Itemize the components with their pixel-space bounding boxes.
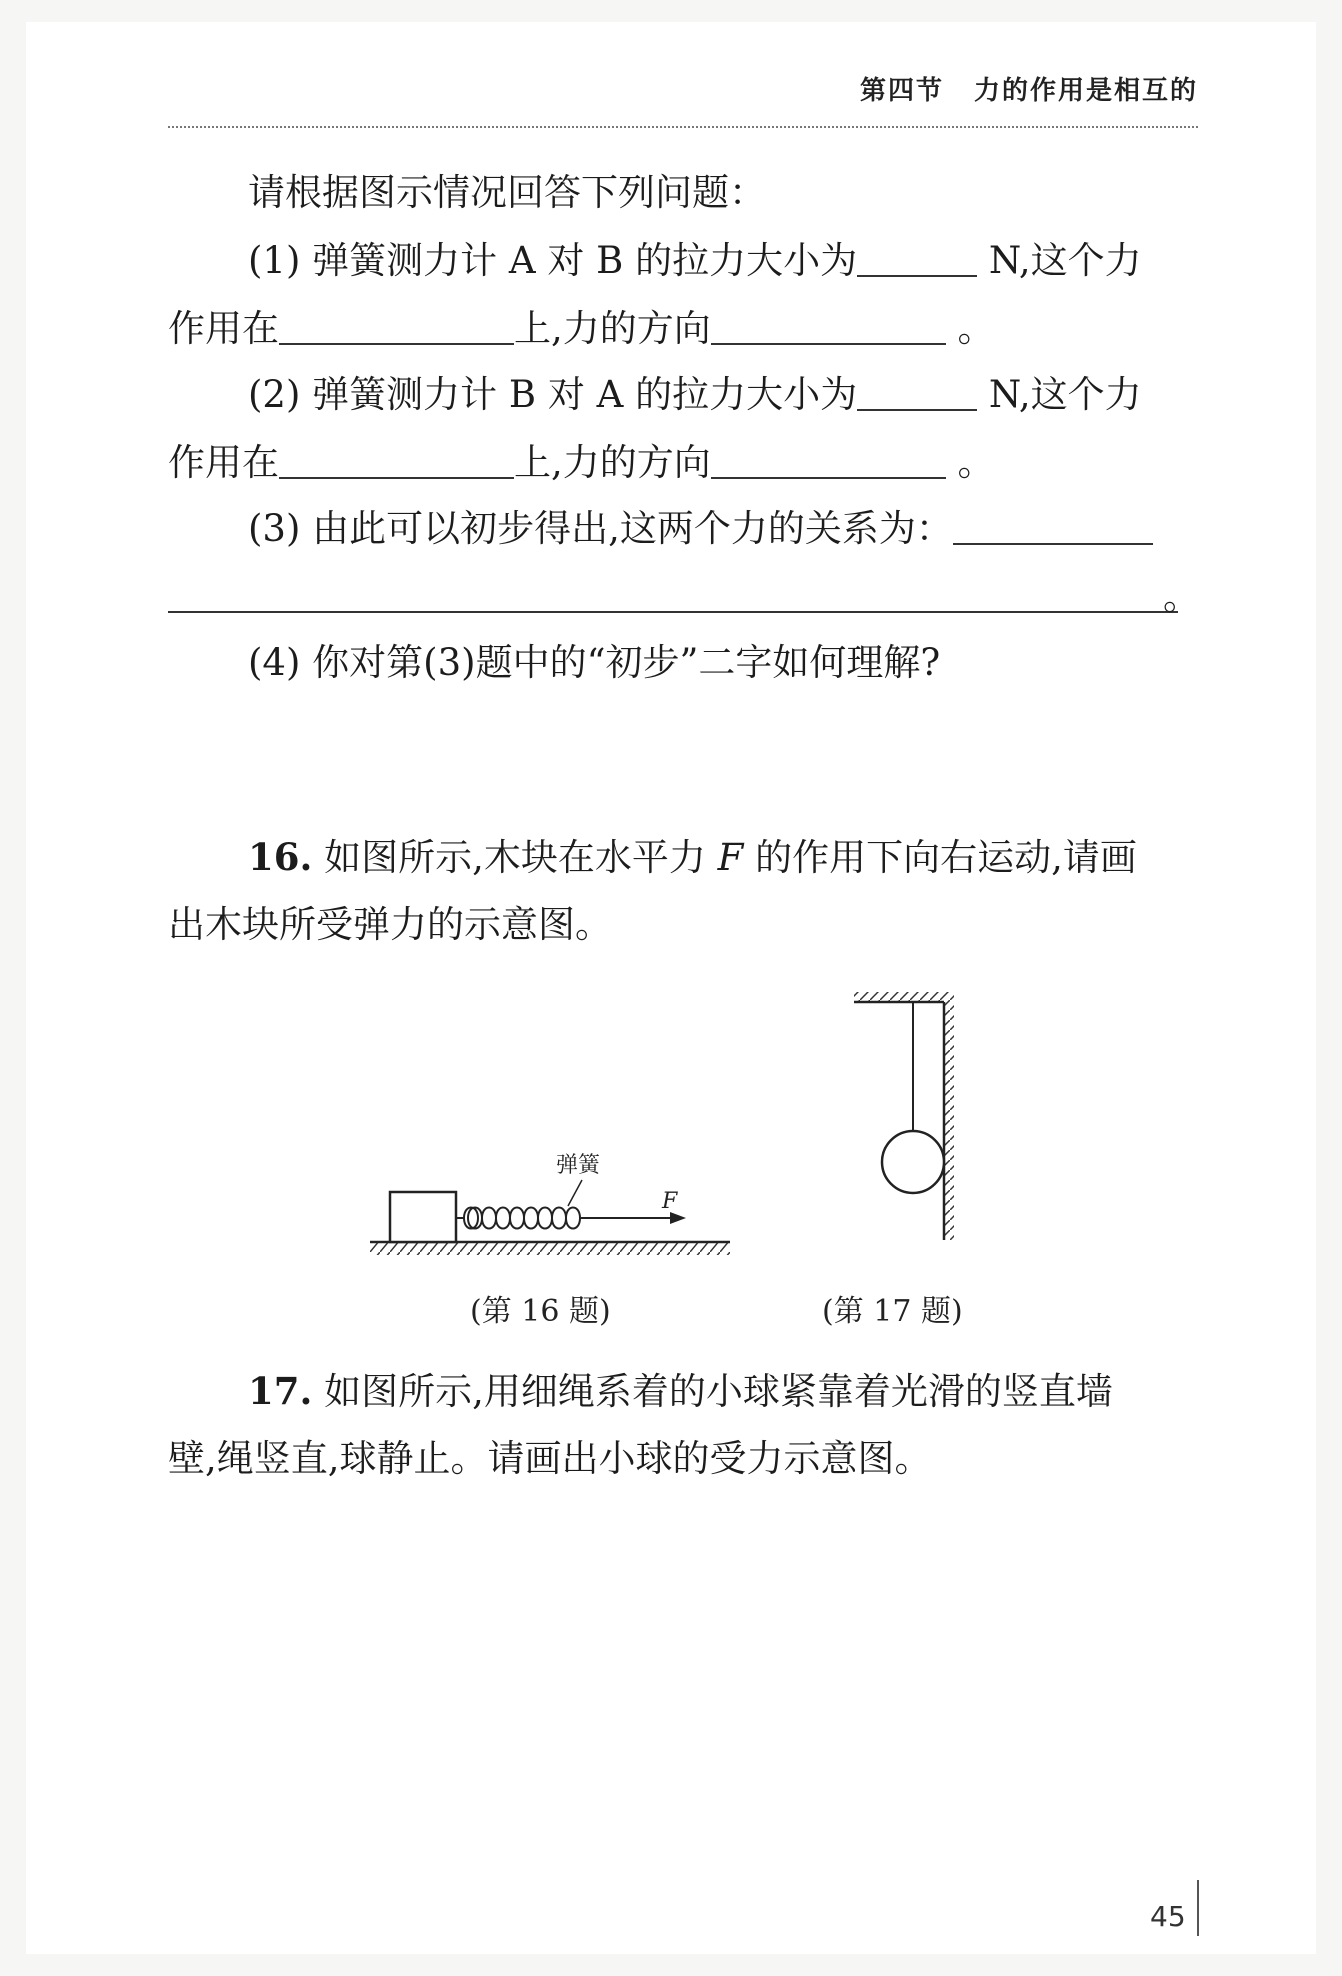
answer-blank-3-relation[interactable] xyxy=(953,507,1153,545)
answer-blank-2-direction[interactable] xyxy=(711,441,946,479)
q15-part1-line1: (1) 弹簧测力计 A 对 B 的拉力大小为 N,这个力 xyxy=(248,239,1142,282)
q16-force-symbol: F xyxy=(717,836,744,879)
header-divider xyxy=(168,126,1198,128)
q16-number: 16. xyxy=(248,835,313,879)
spring-coil xyxy=(456,1208,594,1229)
q15-part1-line2: 作用在 上,力的方向 。 xyxy=(168,307,995,350)
answer-blank-1-direction[interactable] xyxy=(711,307,946,345)
wall-hatching xyxy=(944,1002,954,1240)
q15-intro: 请根据图示情况回答下列问题： xyxy=(248,171,766,214)
q17-number: 17. xyxy=(248,1369,313,1413)
section-title: 力的作用是相互的 xyxy=(973,76,1198,106)
ceiling-hatching xyxy=(854,992,954,1002)
answer-blank-3-continued[interactable] xyxy=(168,575,1178,613)
spring-label-leader xyxy=(568,1180,582,1206)
running-header xyxy=(668,70,1198,107)
figure-16-diagram xyxy=(360,1120,740,1260)
figure-17-caption: (第 17 题) xyxy=(822,1294,963,1329)
q15-part3-line1: (3) 由此可以初步得出,这两个力的关系为： xyxy=(168,504,1280,554)
ground-hatching xyxy=(370,1243,730,1255)
q15-part4: (4) 你对第(3)题中的“初步”二字如何理解? xyxy=(248,641,941,684)
q16-line2: 出木块所受弹力的示意图。 xyxy=(168,903,612,946)
ball xyxy=(882,1131,944,1193)
wooden-block xyxy=(390,1192,456,1242)
q17-line2: 壁,绳竖直,球静止。请画出小球的受力示意图。 xyxy=(168,1437,932,1480)
section-number: 第四节 xyxy=(859,76,944,106)
q15-part2-line2: 作用在 上,力的方向 。 xyxy=(168,441,995,484)
page-number: 45 xyxy=(1150,1900,1186,1933)
figure-17-diagram xyxy=(840,990,970,1250)
spring-label: 弹簧 xyxy=(556,1153,601,1178)
answer-blank-1-force[interactable] xyxy=(857,239,977,277)
answer-blank-1-object[interactable] xyxy=(279,307,514,345)
force-label: F xyxy=(662,1189,678,1214)
page-number-rule xyxy=(1197,1880,1199,1936)
q16-line1: 16. 如图所示,木块在水平力 F 的作用下向右运动,请画 xyxy=(248,835,1137,879)
q15-part2-line1: (2) 弹簧测力计 B 对 A 的拉力大小为 N,这个力 xyxy=(248,373,1142,416)
q15-part3-line2: 。 xyxy=(168,572,1200,622)
figure-16-caption: (第 16 题) xyxy=(470,1294,611,1329)
q17-line1: 17. 如图所示,用细绳系着的小球紧靠着光滑的竖直墙 xyxy=(248,1369,1113,1413)
answer-blank-2-object[interactable] xyxy=(279,441,514,479)
answer-blank-2-force[interactable] xyxy=(857,373,977,411)
